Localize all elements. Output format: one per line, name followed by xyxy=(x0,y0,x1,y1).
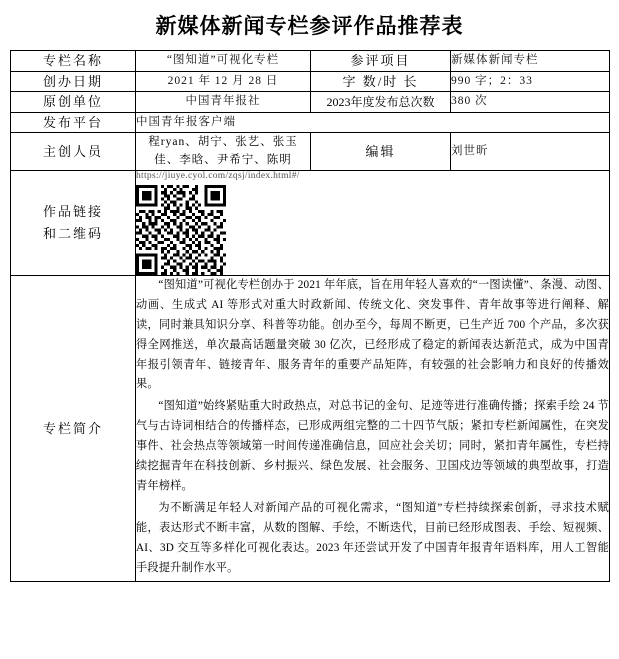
column-name-value: “图知道”可视化专栏 xyxy=(136,51,311,72)
table-row xyxy=(11,92,610,113)
column-name-label: 专栏名称 xyxy=(11,51,136,72)
table-row xyxy=(11,133,610,171)
editor-label: 编辑 xyxy=(311,133,451,171)
table-row xyxy=(11,112,610,133)
creators-value: 程ryan、胡宁、张艺、张玉佳、李晗、尹希宁、陈明 xyxy=(136,133,311,171)
link-label-line1: 作品链接 xyxy=(42,203,103,219)
original-unit-label: 原创单位 xyxy=(11,92,136,113)
intro-label: 专栏简介 xyxy=(11,275,136,581)
wordcount-value: 990 字；2：33 xyxy=(451,71,610,92)
link-label xyxy=(11,170,136,275)
publish-count-label: 2023年度发布总次数 xyxy=(311,92,451,113)
intro-paragraph-1: “图知道”可视化专栏创办于 2021 年年底，旨在用年轻人喜欢的“一图读懂”、条漫、动图、动画、生成式 AI 等形式对重大时政新闻、传统文化、突发事件、青年故事等进行阐释、解读，同时兼具知识分享、科普等功能。创办至今，每周不断更，已生产近 700 个产品，多次获得全网推送，单次最高话题量突破 30 亿次，已经形成了稳定的新闻表达新范式，成为中国青年报引领青年、链接青年、服务青年的重要产品矩阵，有较强的社会影响力和良好的传播效果。 xyxy=(136,278,609,391)
original-unit-value: 中国青年报社 xyxy=(136,92,311,113)
editor-value: 刘世昕 xyxy=(451,133,610,171)
work-link-url[interactable]: https://jiuye.cyol.com/zqsj/index.html#/ xyxy=(136,170,300,181)
intro-paragraph-2: “图知道”始终紧贴重大时政热点，对总书记的金句、足迹等进行准确传播；探索手绘 24 节气与古诗词相结合的传播样态，已形成两组完整的二十四节气版；紧扣专栏新闻属性，在突发事件、社会热点等领域第一时间传递准确信息，回应社会关切；同时，紧扣青年属性，专栏持续挖掘青年在科技创新、乡村振兴、绿色发展、社会服务、卫国戍边等领域的典型故事，打造青年榜样。 xyxy=(136,400,609,493)
link-and-qr-cell xyxy=(136,170,610,275)
table-row xyxy=(11,71,610,92)
intro-paragraph-3: 为不断满足年轻人对新闻产品的可视化需求，“图知道”专栏持续探索创新，寻求技术赋能，表达形式不断丰富，从数的图解、手绘，不断迭代，目前已经形成图表、手绘、短视频、AI、3D 交互等多样化可视化表达。2023 年还尝试开发了中国青年报青年语料库，用人工智能手段提升制作水平。 xyxy=(136,502,609,574)
intro-content xyxy=(136,275,610,581)
recommendation-form-table xyxy=(10,50,610,582)
table-row-link xyxy=(11,170,610,275)
founded-date-label: 创办日期 xyxy=(11,71,136,92)
review-item-label: 参评项目 xyxy=(311,51,451,72)
publish-count-value: 380 次 xyxy=(451,92,610,113)
link-label-line2: 和二维码 xyxy=(42,225,103,241)
wordcount-label: 字 数/时 长 xyxy=(311,71,451,92)
table-row-intro xyxy=(11,275,610,581)
platform-label: 发布平台 xyxy=(11,112,136,133)
platform-value: 中国青年报客户端 xyxy=(136,112,610,133)
review-item-value: 新媒体新闻专栏 xyxy=(451,51,610,72)
qr-code-image xyxy=(136,185,226,275)
founded-date-value: 2021 年 12 月 28 日 xyxy=(136,71,311,92)
creators-label: 主创人员 xyxy=(11,133,136,171)
page-title: 新媒体新闻专栏参评作品推荐表 xyxy=(155,14,464,38)
table-row xyxy=(11,51,610,72)
